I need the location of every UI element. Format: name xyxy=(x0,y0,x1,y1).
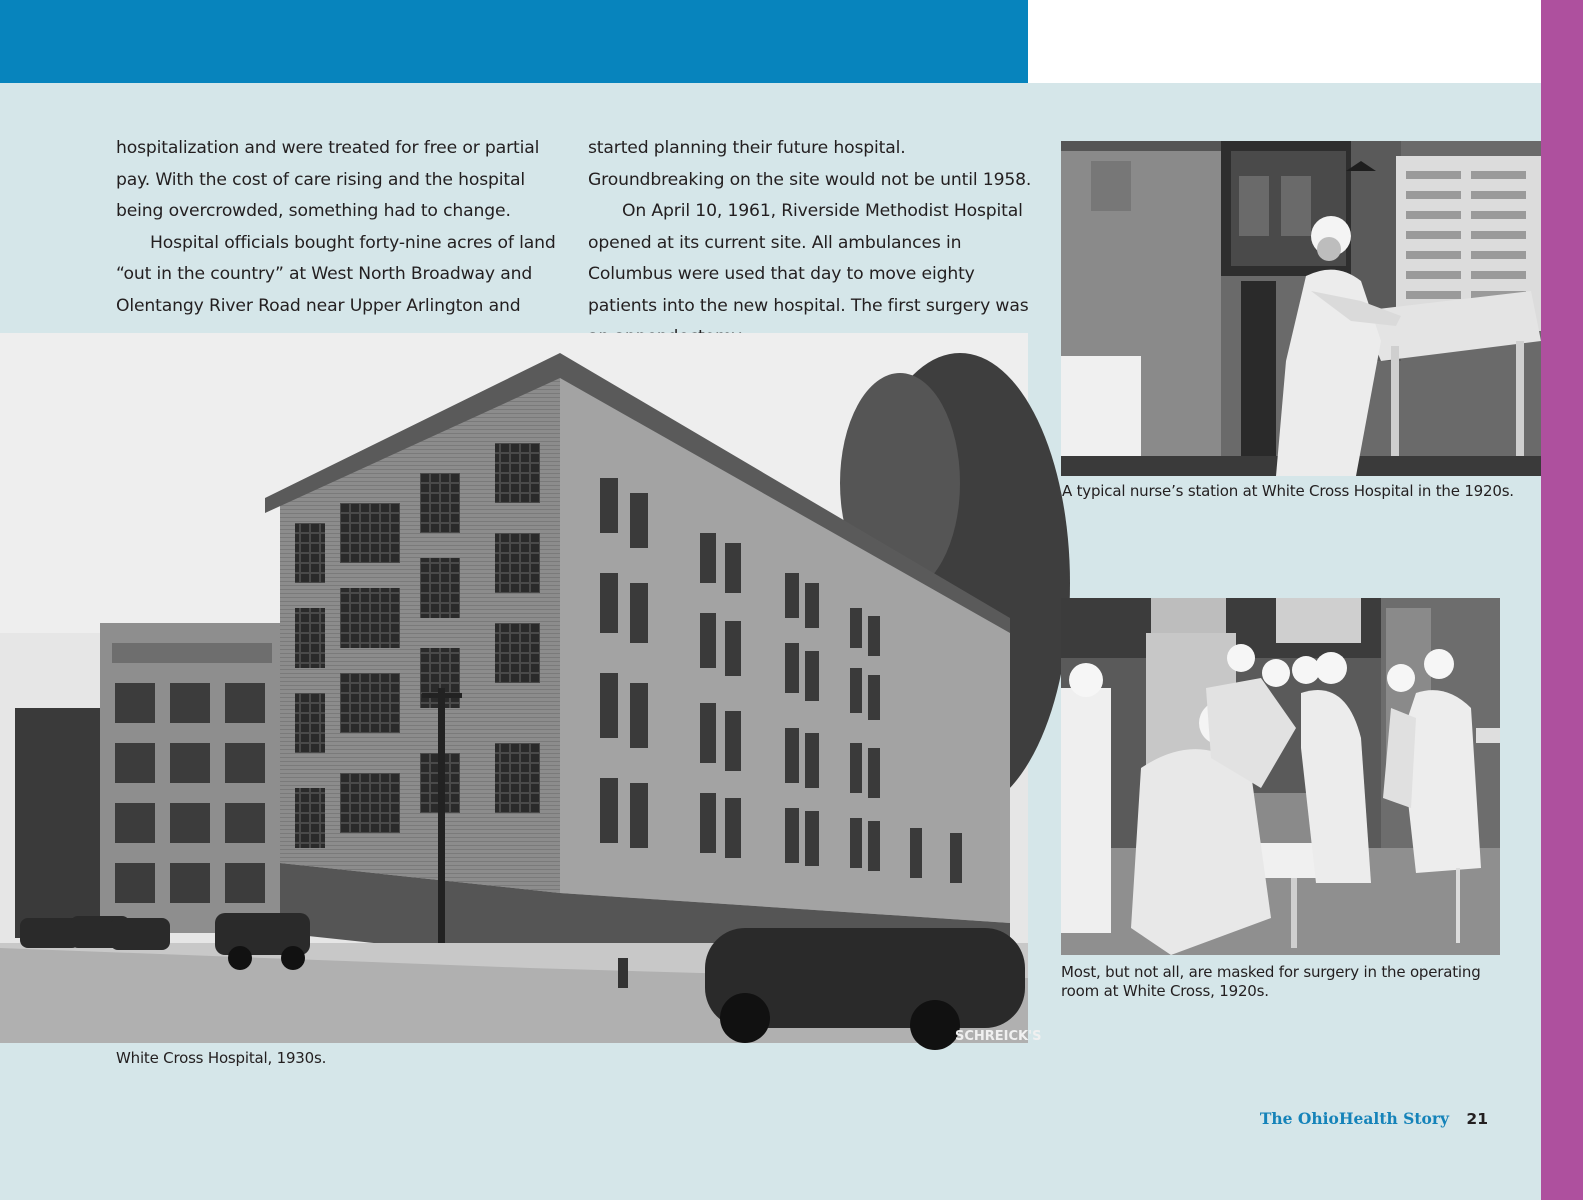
page-number: 21 xyxy=(1466,1110,1488,1128)
paragraph: hospitalization and were treated for free or partial pay. With the cost of care rising and the hospital being overcrowded, something had to change. xyxy=(116,138,540,221)
paragraph: On April 10, 1961, Riverside Methodist Hospital opened at its current site. All ambulances in Columbus were used that day to move eighty patients into the new hospital. The first surgery was xyxy=(588,201,1029,316)
nurse-station-caption: A typical nurse’s station at White Cross Hospital in the 1920s. xyxy=(1062,482,1514,500)
paragraph: started planning their future hospital. Groundbreaking on the site would not be until 1958. xyxy=(588,138,1032,190)
right-edge-bar xyxy=(1541,0,1583,1200)
hospital-building-photo xyxy=(0,333,1042,1044)
top-white-area xyxy=(1028,0,1541,83)
nurse-station-photo xyxy=(1061,141,1541,476)
page-footer xyxy=(1260,1109,1488,1128)
photo-watermark: SCHREICK'S xyxy=(955,1029,1042,1044)
top-color-band xyxy=(0,0,1028,83)
text-column-right xyxy=(588,133,1038,354)
book-title: The OhioHealth Story xyxy=(1259,1109,1450,1128)
operating-room-photo xyxy=(1061,598,1500,955)
text-column-left xyxy=(116,133,568,322)
operating-room-caption: Most, but not all, are masked for surgery in the operating room at White Cross, 1920s. xyxy=(1061,963,1481,1000)
paragraph: Hospital officials bought forty-nine acres of land “out in the country” at West North Broadway and Olentangy River Road near Upper Arlington and xyxy=(116,232,556,316)
hospital-photo-caption: White Cross Hospital, 1930s. xyxy=(116,1049,327,1067)
